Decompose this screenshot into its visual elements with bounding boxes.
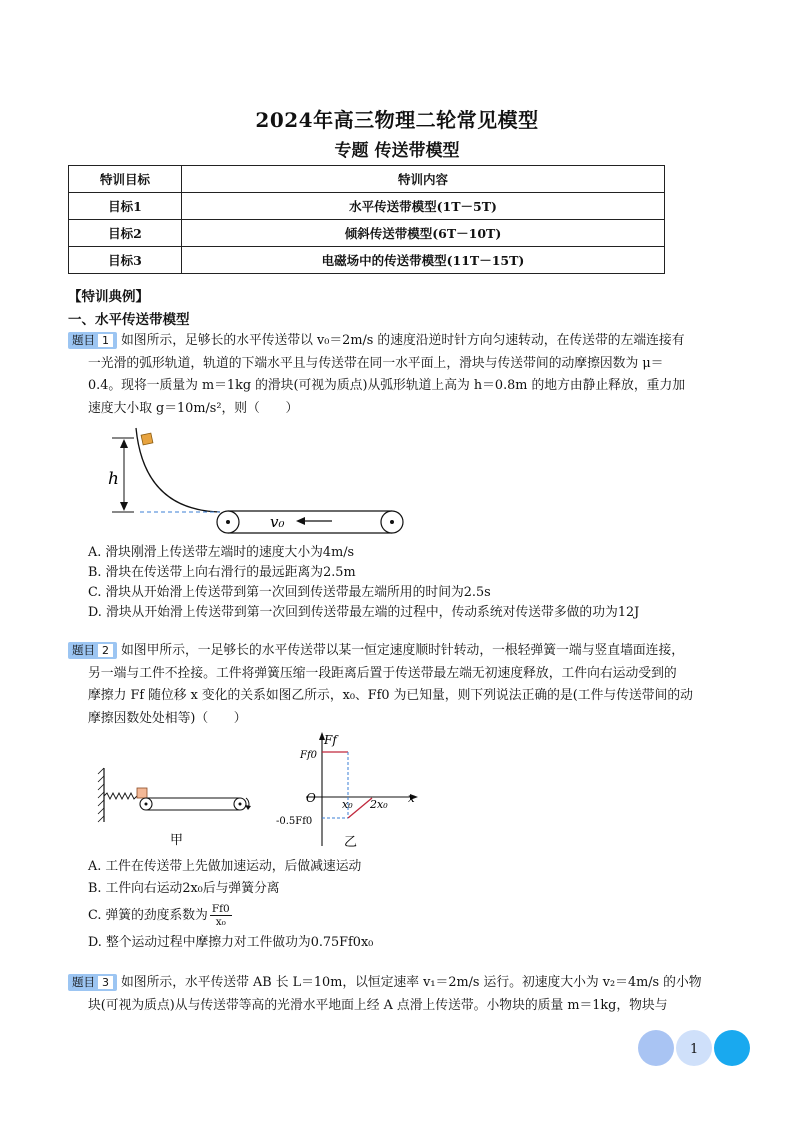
table-header-content: 特训内容 [182,166,665,193]
x0-tick-label: x₀ [342,798,353,811]
table-cell-content: 水平传送带模型(1T－5T) [182,193,665,220]
right-pulley-axle [390,520,394,524]
h-arrow-down [120,502,128,511]
option-a[interactable]: A. 工件在传送带上先做加速运动，后做减速运动 [88,859,362,874]
badge-circle-right [714,1030,750,1066]
ff-axis-label: Ff [324,733,337,747]
page-number: 1 [690,1042,699,1057]
question-1-line1: 题目 1 如图所示，足够长的水平传送带以 v₀＝2m/s 的速度沿逆时针方向匀速转动，在传送带的左端连接有 [68,330,728,353]
option-c[interactable]: C. 滑块从开始滑上传送带到第一次回到传送带最左端所用的时间为2.5s [88,585,491,600]
table-cell-content: 倾斜传送带模型(6T－10T) [182,220,665,247]
question-tag: 题目 2 [68,642,117,659]
v0-label: v₀ [270,513,285,531]
option-a[interactable]: A. 滑块刚滑上传送带左端时的速度大小为4m/s [88,545,355,560]
option-d[interactable]: D. 整个运动过程中摩擦力对工件做功为0.75Ff0x₀ [88,935,374,950]
q1-options [88,543,639,623]
stiffness-fraction: $\frac{Ff0}{\text{x₀}}$ [211,903,230,928]
badge-circle-left [638,1030,674,1066]
table-cell-goal: 目标3 [69,247,182,274]
page-title: 2024年高三物理二轮常见模型 [255,108,539,132]
question-2 [68,640,728,730]
question-1-line2: 一光滑的弧形轨道，轨道的下端水平且与传送带在同一水平面上，滑块与传送带间的动摩擦因数为 μ＝ [88,355,664,371]
table-row [69,193,665,220]
question-2-line4: 摩擦因数处处相等)（ ） [88,710,247,726]
q1-figure [100,424,420,536]
option-c[interactable]: C. 弹簧的劲度系数为 $\frac{Ff0}{\text{x₀}}$ [88,903,230,928]
table-row [69,220,665,247]
x-axis-label: x [408,791,415,805]
v0-arrow-head [296,517,305,525]
h-label: h [108,469,119,489]
q2-options [88,856,373,954]
part1-header: 一、水平传送带模型 [68,312,190,328]
question-1-line3: 0.4。现将一质量为 m＝1kg 的滑块(可视为质点)从弧形轨道上高为 h＝0.8m 的地方由静止释放，重力加 [88,378,686,393]
question-2-line2: 另一端与工件不拴接。工件将弹簧压缩一段距离后置于传送带最左端无初速度释放，工件向右运动受到的 [88,665,677,681]
page-number-badge [638,1030,750,1066]
q2-figure-jia [96,764,266,854]
table-row [69,247,665,274]
question-1 [68,330,728,420]
table-cell-goal: 目标1 [69,193,182,220]
table-header-goal: 特训目标 [69,166,182,193]
question-3 [68,972,728,1017]
table-cell-content: 电磁场中的传送带模型(11T－15T) [182,247,665,274]
question-3-line1: 题目 3 如图所示，水平传送带 AB 长 L＝10m，以恒定速率 v₁＝2m/s 运行。初速度大小为 v₂＝4m/s 的小物 [68,972,728,995]
q2-figure-yi [276,728,426,852]
question-tag: 题目 1 [68,332,117,349]
option-b[interactable]: B. 滑块在传送带上向右滑行的最远距离为2.5m [88,565,356,580]
page-subtitle: 专题 传送带模型 [334,141,460,161]
question-1-line4: 速度大小取 g＝10m/s²，则（ ） [88,400,299,416]
spring [104,793,137,799]
fig-yi-label: 乙 [344,835,358,850]
2x0-tick-label: 2x₀ [370,798,388,811]
option-d[interactable]: D. 滑块从开始滑上传送带到第一次回到传送带最左端的过程中，传动系统对传送带多做的功为12J [88,605,640,620]
fig-jia-label: 甲 [170,833,184,848]
slider-block [141,433,153,445]
question-tag: 题目 3 [68,974,117,991]
h-arrow-up [120,439,128,448]
wall-hatching [98,768,104,822]
origin-label: O [306,791,316,805]
workpiece [137,788,147,798]
ff0-label: Ff0 [300,750,318,761]
left-pulley-axle [226,520,230,524]
table-cell-goal: 目标2 [69,220,182,247]
examples-header: 【特训典例】 [68,289,149,305]
option-b[interactable]: B. 工件向右运动2x₀后与弹簧分离 [88,881,280,896]
question-2-line1: 题目 2 如图甲所示，一足够长的水平传送带以某一恒定速度顺时针转动，一根轻弹簧一端与竖直墙面连接， [68,640,728,663]
question-3-line2: 块(可视为质点)从与传送带等高的光滑水平地面上经 A 点滑上传送带。小物块的质量 m＝1kg，物块与 [88,997,668,1013]
goals-table [68,165,665,274]
table-header-row [69,166,665,193]
question-2-line3: 摩擦力 Ff 随位移 x 变化的关系如图乙所示，x₀、Ff0 为已知量，则下列说法正确的是(工件与传送带间的动 [88,688,693,703]
neg-value-label: -0.5Ff0 [276,816,313,827]
